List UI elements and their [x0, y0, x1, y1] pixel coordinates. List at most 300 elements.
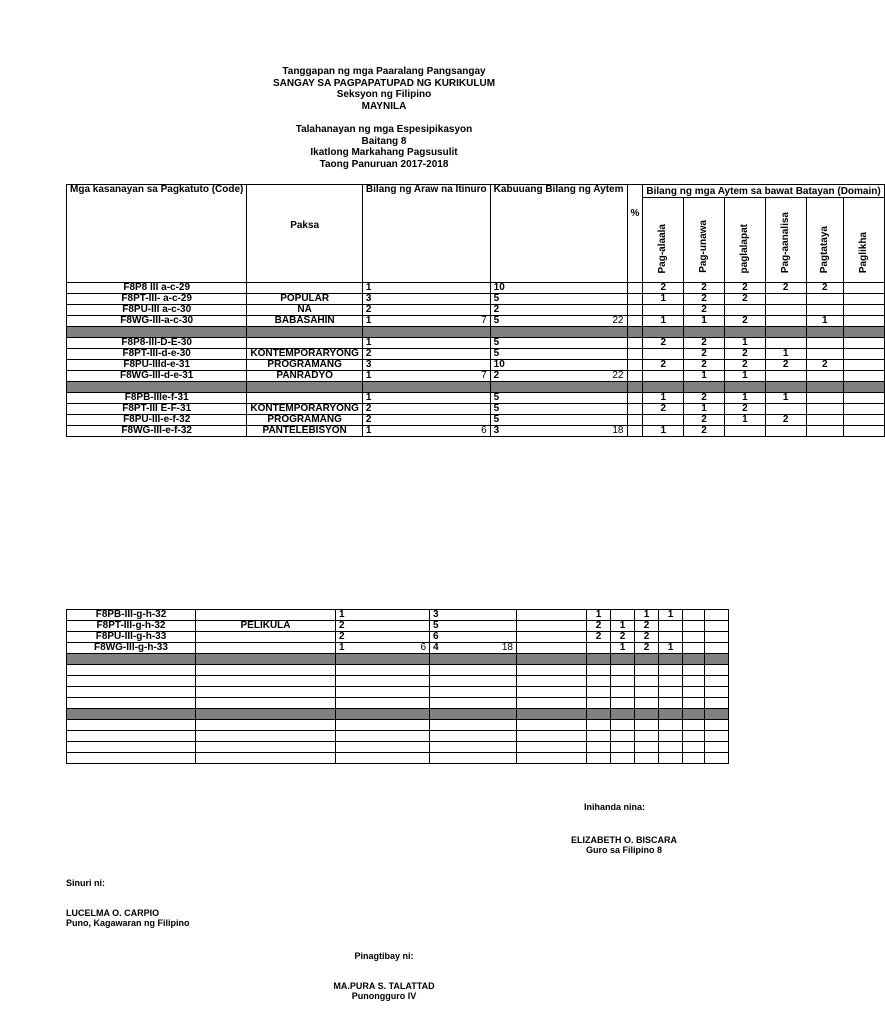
empty-cell — [705, 665, 729, 676]
empty-cell — [683, 676, 705, 687]
domain-cell: 2 — [587, 632, 611, 643]
code-cell: F8PB-III-g-h-32 — [67, 610, 196, 621]
approved-by-title: Punongguro IV — [351, 991, 417, 1001]
empty-cell — [683, 654, 705, 665]
domain-cell — [843, 426, 884, 437]
code-cell: F8PU-III-g-h-33 — [67, 632, 196, 643]
empty-cell — [683, 753, 705, 764]
topic-cell — [196, 632, 336, 643]
domain-cell — [806, 294, 843, 305]
percent-cell — [627, 426, 643, 437]
empty-cell — [705, 654, 729, 665]
domain-cell: 1 — [724, 371, 765, 382]
days-cell — [362, 294, 490, 305]
specification-table-continued — [66, 609, 729, 764]
domain-cell — [806, 371, 843, 382]
empty-cell — [587, 665, 611, 676]
items-cell-total: 22 — [612, 370, 624, 381]
empty-cell — [587, 753, 611, 764]
empty-cell — [635, 753, 659, 764]
items-cell-value: 10 — [493, 282, 505, 293]
topic-cell — [247, 283, 363, 294]
domain-cell — [765, 338, 806, 349]
prepared-by-title: Guro sa Filipino 8 — [586, 845, 663, 855]
domain-cell — [843, 360, 884, 371]
empty-cell — [635, 698, 659, 709]
empty-cell — [659, 720, 683, 731]
empty-cell — [683, 720, 705, 731]
topic-column-header: Paksa — [247, 185, 363, 283]
division-name: SANGAY SA PAGPAPATUPAD NG KURIKULUM — [272, 77, 496, 89]
empty-cell — [705, 698, 729, 709]
items-cell — [490, 404, 627, 415]
empty-cell — [196, 654, 336, 665]
empty-cell — [67, 731, 196, 742]
domain-cell: 2 — [635, 643, 659, 654]
checked-by-block — [66, 908, 190, 928]
empty-cell — [67, 665, 196, 676]
empty-cell — [765, 327, 806, 338]
topic-cell: POPULAR — [247, 294, 363, 305]
domain-cell: 1 — [684, 316, 725, 327]
items-cell — [490, 426, 627, 437]
domain-header-remembering: Pag-alaala — [643, 198, 684, 283]
percent-cell — [627, 371, 643, 382]
empty-cell — [430, 720, 517, 731]
empty-cell — [659, 731, 683, 742]
items-cell — [490, 305, 627, 316]
empty-cell — [806, 327, 843, 338]
days-cell-value: 2 — [339, 620, 345, 631]
table-row — [67, 610, 729, 621]
empty-cell — [611, 676, 635, 687]
days-cell-value: 1 — [339, 642, 345, 653]
domain-cell: 1 — [765, 393, 806, 404]
percent-cell — [627, 338, 643, 349]
empty-cell — [627, 327, 643, 338]
domain-header-creating: Paglikha — [843, 198, 884, 283]
items-cell-value: 5 — [493, 348, 500, 359]
domain-cell: 1 — [659, 610, 683, 621]
domain-cell — [765, 316, 806, 327]
school-year: Taong Panuruan 2017-2018 — [319, 158, 449, 170]
domain-cell — [643, 305, 684, 316]
empty-cell — [587, 709, 611, 720]
days-cell — [362, 371, 490, 382]
domain-cell — [611, 610, 635, 621]
empty-cell — [683, 731, 705, 742]
domain-cell — [843, 393, 884, 404]
days-cell-value: 3 — [365, 293, 372, 304]
days-cell-value: 2 — [365, 304, 372, 315]
code-cell: F8PB-IIIe-f-31 — [67, 393, 247, 404]
items-cell-value: 2 — [493, 370, 500, 381]
domain-cell — [659, 632, 683, 643]
domain-cell — [705, 643, 729, 654]
empty-row — [67, 687, 729, 698]
days-cell-value: 2 — [365, 414, 372, 425]
items-cell-value: 5 — [493, 293, 500, 304]
items-cell-value: 2 — [493, 304, 500, 315]
empty-cell — [611, 698, 635, 709]
days-cell-value: 2 — [365, 348, 372, 359]
domain-cell: 2 — [684, 338, 725, 349]
domain-cell: 2 — [587, 621, 611, 632]
empty-cell — [336, 676, 430, 687]
domain-cell: 2 — [765, 415, 806, 426]
table-row — [67, 338, 885, 349]
empty-cell — [430, 698, 517, 709]
checked-by-title: Puno, Kagawaran ng Filipino — [66, 918, 190, 928]
prepared-by-name: ELIZABETH O. BISCARA — [571, 835, 678, 845]
items-cell-value: 5 — [493, 392, 500, 403]
days-cell-value: 1 — [365, 282, 372, 293]
domain-cell: 1 — [587, 610, 611, 621]
domain-cell: 1 — [635, 610, 659, 621]
items-cell — [490, 338, 627, 349]
domain-cell: 2 — [684, 294, 725, 305]
days-cell-value: 1 — [365, 425, 372, 436]
empty-cell — [430, 742, 517, 753]
days-cell — [362, 404, 490, 415]
percent-column-header: % — [627, 185, 643, 283]
empty-cell — [635, 742, 659, 753]
days-cell — [362, 426, 490, 437]
days-column-header: Bilang ng Araw na Itinuro — [362, 185, 490, 283]
empty-cell — [587, 654, 611, 665]
domain-cell: 2 — [643, 338, 684, 349]
percent-cell — [627, 360, 643, 371]
domain-cell: 2 — [765, 360, 806, 371]
table-row — [67, 393, 885, 404]
empty-cell — [517, 731, 587, 742]
items-cell-value: 10 — [493, 359, 505, 370]
percent-cell — [517, 621, 587, 632]
document-title: Talahanayan ng mga Espesipikasyon — [295, 124, 473, 135]
empty-cell — [635, 687, 659, 698]
empty-cell — [705, 742, 729, 753]
code-cell: F8PU-III a-c-30 — [67, 305, 247, 316]
topic-cell: KONTEMPORARYONG — [247, 349, 363, 360]
empty-cell — [611, 709, 635, 720]
domain-cell — [765, 371, 806, 382]
domain-cell — [587, 643, 611, 654]
code-column-header: Mga kasanayan sa Pagkatuto (Code) — [67, 185, 247, 283]
code-cell: F8WG-III-d-e-31 — [67, 371, 247, 382]
percent-cell — [627, 305, 643, 316]
empty-cell — [67, 720, 196, 731]
empty-cell — [843, 327, 884, 338]
empty-cell — [67, 327, 247, 338]
empty-cell — [635, 731, 659, 742]
empty-cell — [336, 720, 430, 731]
domain-cell — [806, 338, 843, 349]
empty-cell — [336, 731, 430, 742]
document-header — [0, 66, 768, 170]
domain-cell: 2 — [684, 349, 725, 360]
empty-cell — [490, 327, 627, 338]
topic-cell: PROGRAMANG — [247, 415, 363, 426]
empty-cell — [611, 720, 635, 731]
items-cell — [490, 283, 627, 294]
domain-cell — [683, 621, 705, 632]
domain-cell — [806, 426, 843, 437]
empty-cell — [517, 687, 587, 698]
domain-cell: 2 — [684, 283, 725, 294]
percent-cell — [627, 415, 643, 426]
empty-cell — [430, 709, 517, 720]
topic-cell: BABASAHIN — [247, 316, 363, 327]
empty-cell — [336, 753, 430, 764]
domain-cell: 2 — [684, 393, 725, 404]
days-cell — [336, 632, 430, 643]
empty-cell — [659, 698, 683, 709]
empty-cell — [705, 676, 729, 687]
table-row — [67, 632, 729, 643]
checked-by-name: LUCELMA O. CARPIO — [66, 908, 160, 918]
days-cell-total: 7 — [481, 315, 487, 326]
domain-cell — [705, 610, 729, 621]
empty-cell — [643, 382, 684, 393]
empty-cell — [517, 709, 587, 720]
empty-cell — [67, 676, 196, 687]
domain-cell — [843, 404, 884, 415]
separator-row — [67, 709, 729, 720]
empty-cell — [67, 753, 196, 764]
domain-cell: 1 — [724, 393, 765, 404]
days-cell — [362, 360, 490, 371]
empty-cell — [430, 687, 517, 698]
topic-cell: PANTELEBISYON — [247, 426, 363, 437]
items-cell — [490, 360, 627, 371]
code-cell: F8PT-III-g-h-32 — [67, 621, 196, 632]
empty-cell — [517, 665, 587, 676]
domain-cell — [643, 415, 684, 426]
empty-cell — [196, 720, 336, 731]
items-cell-value: 4 — [433, 642, 439, 653]
percent-cell — [627, 404, 643, 415]
empty-cell — [683, 698, 705, 709]
empty-cell — [843, 382, 884, 393]
percent-cell — [627, 294, 643, 305]
empty-cell — [196, 731, 336, 742]
domain-cell: 2 — [724, 404, 765, 415]
items-cell-total: 18 — [501, 642, 513, 653]
separator-row — [67, 382, 885, 393]
code-cell: F8WG-III-a-c-30 — [67, 316, 247, 327]
domain-cell — [643, 371, 684, 382]
domain-cell: 2 — [684, 426, 725, 437]
domain-cell: 2 — [724, 360, 765, 371]
domain-cell: 2 — [724, 316, 765, 327]
items-cell — [430, 610, 517, 621]
items-cell-value: 5 — [493, 403, 500, 414]
code-cell: F8WG-III-g-h-33 — [67, 643, 196, 654]
empty-cell — [611, 654, 635, 665]
topic-cell: PELIKULA — [196, 621, 336, 632]
domain-cell — [683, 643, 705, 654]
empty-cell — [659, 709, 683, 720]
days-cell — [362, 283, 490, 294]
domain-cell — [765, 305, 806, 316]
topic-cell: KONTEMPORARYONG — [247, 404, 363, 415]
empty-cell — [611, 665, 635, 676]
items-cell — [490, 316, 627, 327]
domain-cell — [843, 294, 884, 305]
empty-cell — [587, 687, 611, 698]
empty-cell — [683, 709, 705, 720]
empty-cell — [67, 709, 196, 720]
items-cell-value: 5 — [493, 414, 500, 425]
table-row — [67, 316, 885, 327]
empty-cell — [67, 382, 247, 393]
items-cell — [490, 349, 627, 360]
domain-cell: 1 — [611, 621, 635, 632]
topic-cell — [247, 393, 363, 404]
domain-cell — [806, 305, 843, 316]
days-cell-value: 1 — [365, 370, 372, 381]
empty-cell — [430, 665, 517, 676]
days-cell — [362, 305, 490, 316]
domain-cell: 1 — [611, 643, 635, 654]
domain-cell: 2 — [635, 632, 659, 643]
empty-cell — [336, 654, 430, 665]
empty-cell — [635, 720, 659, 731]
grade-level: Baitang 8 — [361, 135, 407, 147]
domain-cell — [843, 371, 884, 382]
days-cell-total: 6 — [420, 642, 426, 653]
empty-cell — [724, 382, 765, 393]
table-row — [67, 349, 885, 360]
empty-cell — [659, 654, 683, 665]
items-cell — [490, 371, 627, 382]
empty-cell — [659, 676, 683, 687]
days-cell — [362, 415, 490, 426]
topic-cell: PANRADYO — [247, 371, 363, 382]
empty-cell — [635, 665, 659, 676]
table-row — [67, 283, 885, 294]
items-cell — [430, 621, 517, 632]
approved-by-block — [0, 981, 768, 1001]
domain-cell — [843, 283, 884, 294]
approved-by-name: MA.PURA S. TALATTAD — [333, 981, 435, 991]
items-cell-value: 6 — [433, 631, 439, 642]
table-row — [67, 305, 885, 316]
days-cell-value: 2 — [365, 403, 372, 414]
empty-cell — [659, 665, 683, 676]
empty-cell — [611, 687, 635, 698]
empty-cell — [196, 665, 336, 676]
domain-cell: 2 — [635, 621, 659, 632]
domain-cell — [843, 316, 884, 327]
empty-row — [67, 698, 729, 709]
items-cell-value: 5 — [493, 337, 500, 348]
items-cell-total: 22 — [612, 315, 624, 326]
empty-cell — [336, 709, 430, 720]
empty-cell — [724, 327, 765, 338]
empty-cell — [67, 687, 196, 698]
code-cell: F8PT-III- a-c-29 — [67, 294, 247, 305]
empty-cell — [430, 731, 517, 742]
empty-cell — [587, 731, 611, 742]
empty-cell — [336, 687, 430, 698]
domain-cell — [843, 305, 884, 316]
empty-row — [67, 720, 729, 731]
domain-cell — [724, 305, 765, 316]
empty-cell — [430, 676, 517, 687]
items-cell-total: 18 — [612, 425, 624, 436]
code-cell: F8PU-IIId-e-31 — [67, 360, 247, 371]
empty-cell — [517, 742, 587, 753]
domain-cell — [683, 610, 705, 621]
empty-cell — [635, 676, 659, 687]
empty-cell — [611, 742, 635, 753]
domain-cell — [806, 349, 843, 360]
domain-cell — [806, 404, 843, 415]
domain-cell: 2 — [611, 632, 635, 643]
topic-cell: NA — [247, 305, 363, 316]
code-cell: F8WG-III-e-f-32 — [67, 426, 247, 437]
empty-cell — [765, 382, 806, 393]
empty-cell — [643, 327, 684, 338]
days-cell-total: 6 — [481, 425, 487, 436]
domain-cell: 2 — [684, 415, 725, 426]
days-cell — [362, 393, 490, 404]
domain-cell — [643, 349, 684, 360]
domain-cell: 1 — [643, 426, 684, 437]
domain-cell — [683, 632, 705, 643]
code-cell: F8PT-III-d-e-30 — [67, 349, 247, 360]
domain-cell: 2 — [643, 360, 684, 371]
empty-cell — [683, 742, 705, 753]
items-cell-value: 3 — [433, 609, 439, 620]
domain-cell — [705, 621, 729, 632]
table-row — [67, 643, 729, 654]
empty-cell — [587, 720, 611, 731]
empty-cell — [196, 687, 336, 698]
days-cell — [336, 621, 430, 632]
empty-cell — [196, 742, 336, 753]
checked-by-label: Sinuri ni: — [66, 878, 105, 888]
days-cell-total: 7 — [481, 370, 487, 381]
empty-cell — [336, 698, 430, 709]
domain-cell: 1 — [659, 643, 683, 654]
empty-cell — [627, 382, 643, 393]
days-cell — [362, 316, 490, 327]
percent-cell — [627, 316, 643, 327]
empty-cell — [196, 698, 336, 709]
domain-cell — [705, 632, 729, 643]
code-cell: F8P8 III a-c-29 — [67, 283, 247, 294]
domain-header-evaluating: Pagtataya — [806, 198, 843, 283]
empty-cell — [683, 687, 705, 698]
days-cell-value: 1 — [365, 315, 372, 326]
empty-cell — [67, 654, 196, 665]
empty-cell — [659, 753, 683, 764]
empty-cell — [196, 709, 336, 720]
empty-cell — [430, 753, 517, 764]
empty-cell — [611, 731, 635, 742]
domain-cell: 2 — [643, 283, 684, 294]
empty-row — [67, 731, 729, 742]
empty-cell — [517, 698, 587, 709]
percent-cell — [627, 283, 643, 294]
domain-cell: 2 — [806, 283, 843, 294]
empty-cell — [705, 709, 729, 720]
domain-cell: 2 — [684, 360, 725, 371]
empty-cell — [517, 720, 587, 731]
items-cell — [490, 415, 627, 426]
